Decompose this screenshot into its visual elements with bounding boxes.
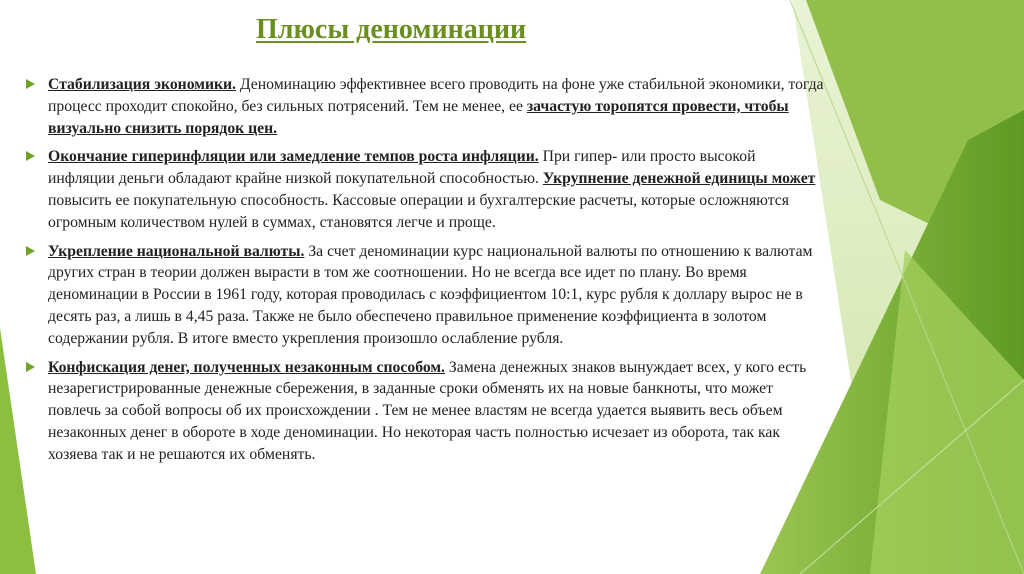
slide-title: Плюсы деноминации [256, 14, 527, 45]
item-emphasis: Укрупнение денежной единицы может [542, 170, 816, 188]
item-heading: Стабилизация экономики. [48, 76, 236, 93]
item-text: Замена денежных знаков вынуждает всех, у кого есть незарегистрированные денежные сбережения, в заданные сроки обменять их на новые банкноты, что может повлечь за собой вопросы об их происхождении . Тем не менее властям не всегда удается выявить весь объем незаконных денег в обороте в ходе деноминации. Но некоторая часть полностью исчезает из оборота, так как хозяева так и не решаются их обменять. [48, 358, 807, 463]
bullet-item [26, 357, 826, 466]
item-heading: Укрепление национальной валюты. [48, 242, 305, 260]
bullet-list [26, 74, 826, 473]
bullet-item [26, 241, 826, 350]
triangle-bullet-icon [26, 151, 35, 161]
triangle-bullet-icon [26, 362, 35, 372]
item-heading: Конфискация денег, полученных незаконным способом. [48, 358, 445, 376]
item-text: За счет деноминации курс национальной валюты по отношению к валютам других стран в теории должен вырасти в том же соотношении. Но не всегда все идет по плану. Во время деноминации в России в 1961 году, которая проводилась с коэффициентом 10:1, курс рубля к доллару вырос не в десять раз, а лишь в 4,45 раза. Также не было обеспечено правильное применение коэффициента в золотом содержании рубля. В итоге вместо укрепления произошло ослабление рубля. [48, 242, 813, 347]
item-text-tail: повысить ее покупательную способность. Кассовые операции и бухгалтерские расчеты, которые осложняются огромным количеством нулей в суммах, становятся легче и проще. [48, 191, 789, 231]
triangle-bullet-icon [26, 79, 35, 89]
item-emphasis: зачастую торопятся провести, чтобы визуально снизить порядок цен. [48, 97, 789, 137]
bullet-item [26, 146, 826, 233]
item-text: При гипер- или просто высокой инфляции деньги обладают крайне низкой покупательной способностью. [48, 148, 756, 188]
triangle-bullet-icon [26, 246, 35, 256]
bullet-item [26, 74, 826, 139]
item-text: Деноминацию эффективнее всего проводить на фоне уже стабильной экономики, тогда процесс проходит спокойно, без сильных потрясений. Тем не менее, ее [48, 76, 824, 115]
item-heading: Окончание гиперинфляции или замедление темпов роста инфляции. [48, 148, 539, 166]
